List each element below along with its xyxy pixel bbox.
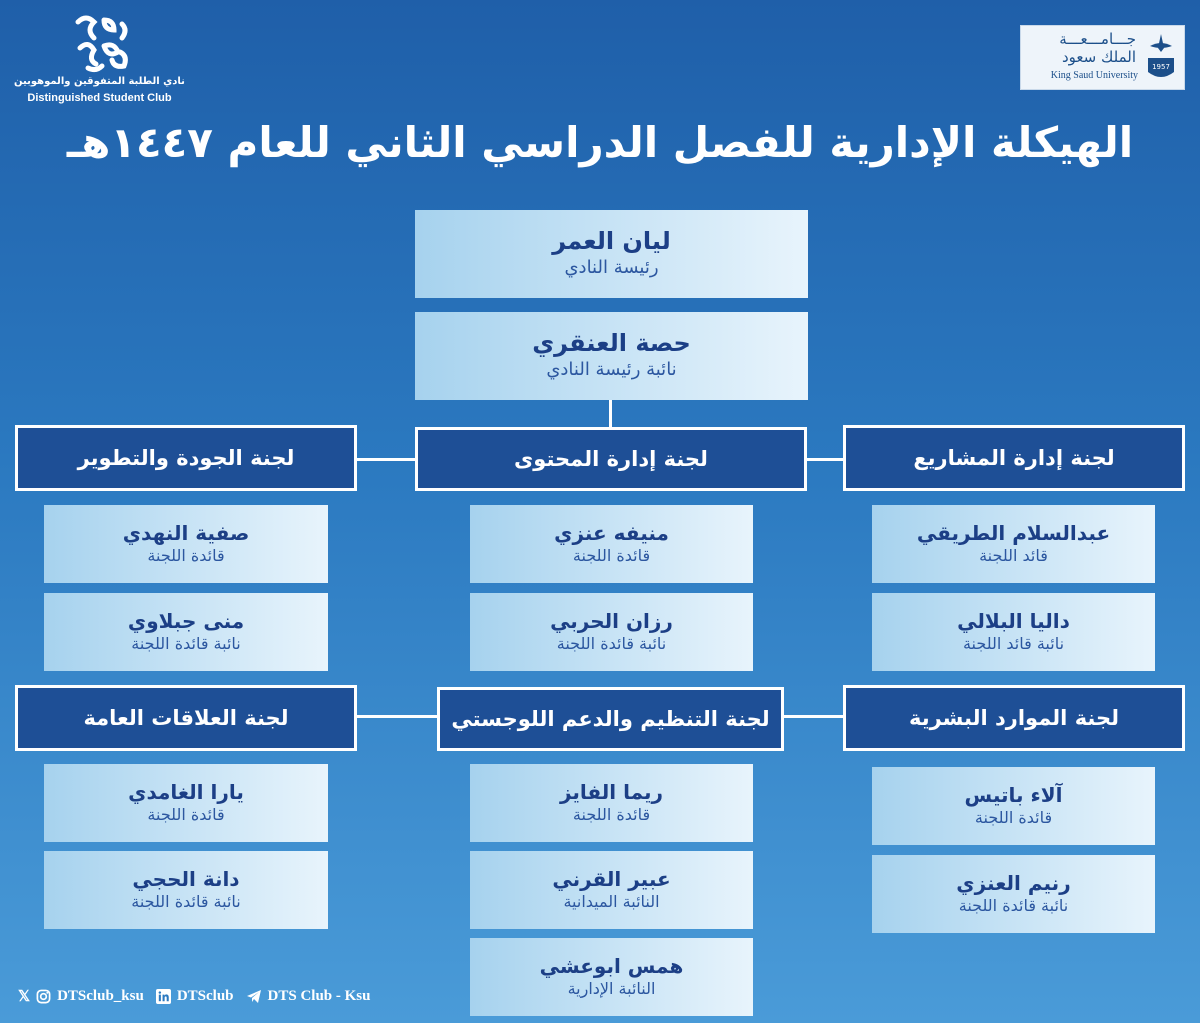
member-role: قائد اللجنة	[979, 546, 1048, 566]
member-name: عبدالسلام الطريقي	[916, 521, 1111, 546]
connector-row1-right	[807, 458, 843, 461]
member-card	[470, 593, 753, 671]
member-name: آلاء باتيس	[964, 783, 1063, 808]
connector-row2-right	[784, 715, 843, 718]
member-role: قائدة اللجنة	[147, 546, 225, 566]
committee-pr-title: لجنة العلاقات العامة	[15, 685, 357, 751]
member-card	[470, 505, 753, 583]
member-name: ريما الفايز	[559, 780, 664, 805]
member-role: نائبة قائدة اللجنة	[131, 634, 241, 654]
club-logo-mark	[70, 12, 134, 76]
member-role: نائبة قائد اللجنة	[962, 634, 1065, 654]
university-logo	[1020, 25, 1185, 90]
telegram-handle[interactable]: DTS Club - Ksu	[267, 987, 371, 1004]
member-card	[470, 938, 753, 1016]
leader-role: رئيسة النادي	[564, 257, 659, 279]
telegram-icon[interactable]	[246, 989, 262, 1004]
club-name-en: Distinguished Student Club	[27, 92, 172, 104]
university-emblem-icon	[1144, 32, 1178, 84]
member-name: همس ابوعشي	[539, 954, 684, 979]
university-name-en: King Saud University	[1050, 70, 1138, 81]
committee-content-title: لجنة إدارة المحتوى	[415, 427, 807, 491]
member-card	[872, 767, 1155, 845]
member-card	[872, 593, 1155, 671]
university-name-ar-line2: الملك سعود	[1061, 48, 1136, 66]
club-logo	[12, 12, 187, 107]
leader-role: نائبة رئيسة النادي	[546, 359, 677, 381]
member-name: منيفه عنزي	[554, 521, 669, 546]
member-role: النائبة الإدارية	[567, 979, 656, 999]
university-name-ar-line1: جـــامـــعـــة	[1059, 30, 1136, 48]
member-role: قائدة اللجنة	[572, 546, 651, 566]
page-title: الهيكلة الإدارية للفصل الدراسي الثاني للعام ١٤٤٧هـ	[66, 118, 1134, 167]
member-name: يارا الغامدي	[128, 780, 244, 805]
committee-quality-title: لجنة الجودة والتطوير	[15, 425, 357, 491]
leader-name: ليان العمر	[552, 227, 671, 256]
member-card	[44, 505, 328, 583]
committee-hr-title: لجنة الموارد البشرية	[843, 685, 1185, 751]
leader-name: حصة العنقري	[532, 329, 691, 358]
leader-box-vice-president	[415, 312, 808, 400]
member-role: نائبة قائدة اللجنة	[131, 892, 241, 912]
member-name: دانة الحجي	[132, 867, 240, 892]
instagram-icon[interactable]	[36, 989, 51, 1004]
member-name: صفية النهدي	[122, 521, 250, 546]
linkedin-icon[interactable]	[156, 989, 171, 1004]
x-instagram-handle[interactable]: DTSclub_ksu	[57, 987, 144, 1004]
committee-logistics-title: لجنة التنظيم والدعم اللوجستي	[437, 687, 784, 751]
member-card	[44, 851, 328, 929]
connector-row1-left	[357, 458, 415, 461]
member-role: النائبة الميدانية	[563, 892, 660, 912]
university-emblem-year: 1957	[1152, 63, 1170, 71]
member-card	[872, 855, 1155, 933]
connector-vertical-main	[609, 400, 612, 427]
committee-projects-title: لجنة إدارة المشاريع	[843, 425, 1185, 491]
club-name-ar: نادي الطلبة المتفوقين والموهوبين	[14, 76, 185, 87]
social-footer	[18, 985, 370, 1007]
leader-box-president	[415, 210, 808, 298]
member-name: رنيم العنزي	[956, 871, 1071, 896]
member-role: قائدة اللجنة	[572, 805, 651, 825]
member-name: منى جبلاوي	[127, 609, 245, 634]
member-card	[44, 593, 328, 671]
member-role: قائدة اللجنة	[974, 808, 1053, 828]
connector-row2-left	[357, 715, 437, 718]
member-name: رزان الحربي	[550, 609, 673, 634]
member-card	[470, 851, 753, 929]
x-icon[interactable]: 𝕏	[18, 988, 31, 1005]
member-card	[44, 764, 328, 842]
member-role: قائدة اللجنة	[147, 805, 225, 825]
member-name: عبير القرني	[552, 867, 671, 892]
member-role: نائبة قائدة اللجنة	[556, 634, 667, 654]
member-card	[872, 505, 1155, 583]
member-card	[470, 764, 753, 842]
linkedin-handle[interactable]: DTSclub	[176, 987, 234, 1004]
member-role: نائبة قائدة اللجنة	[958, 896, 1069, 916]
member-name: داليا البلالي	[957, 609, 1070, 634]
